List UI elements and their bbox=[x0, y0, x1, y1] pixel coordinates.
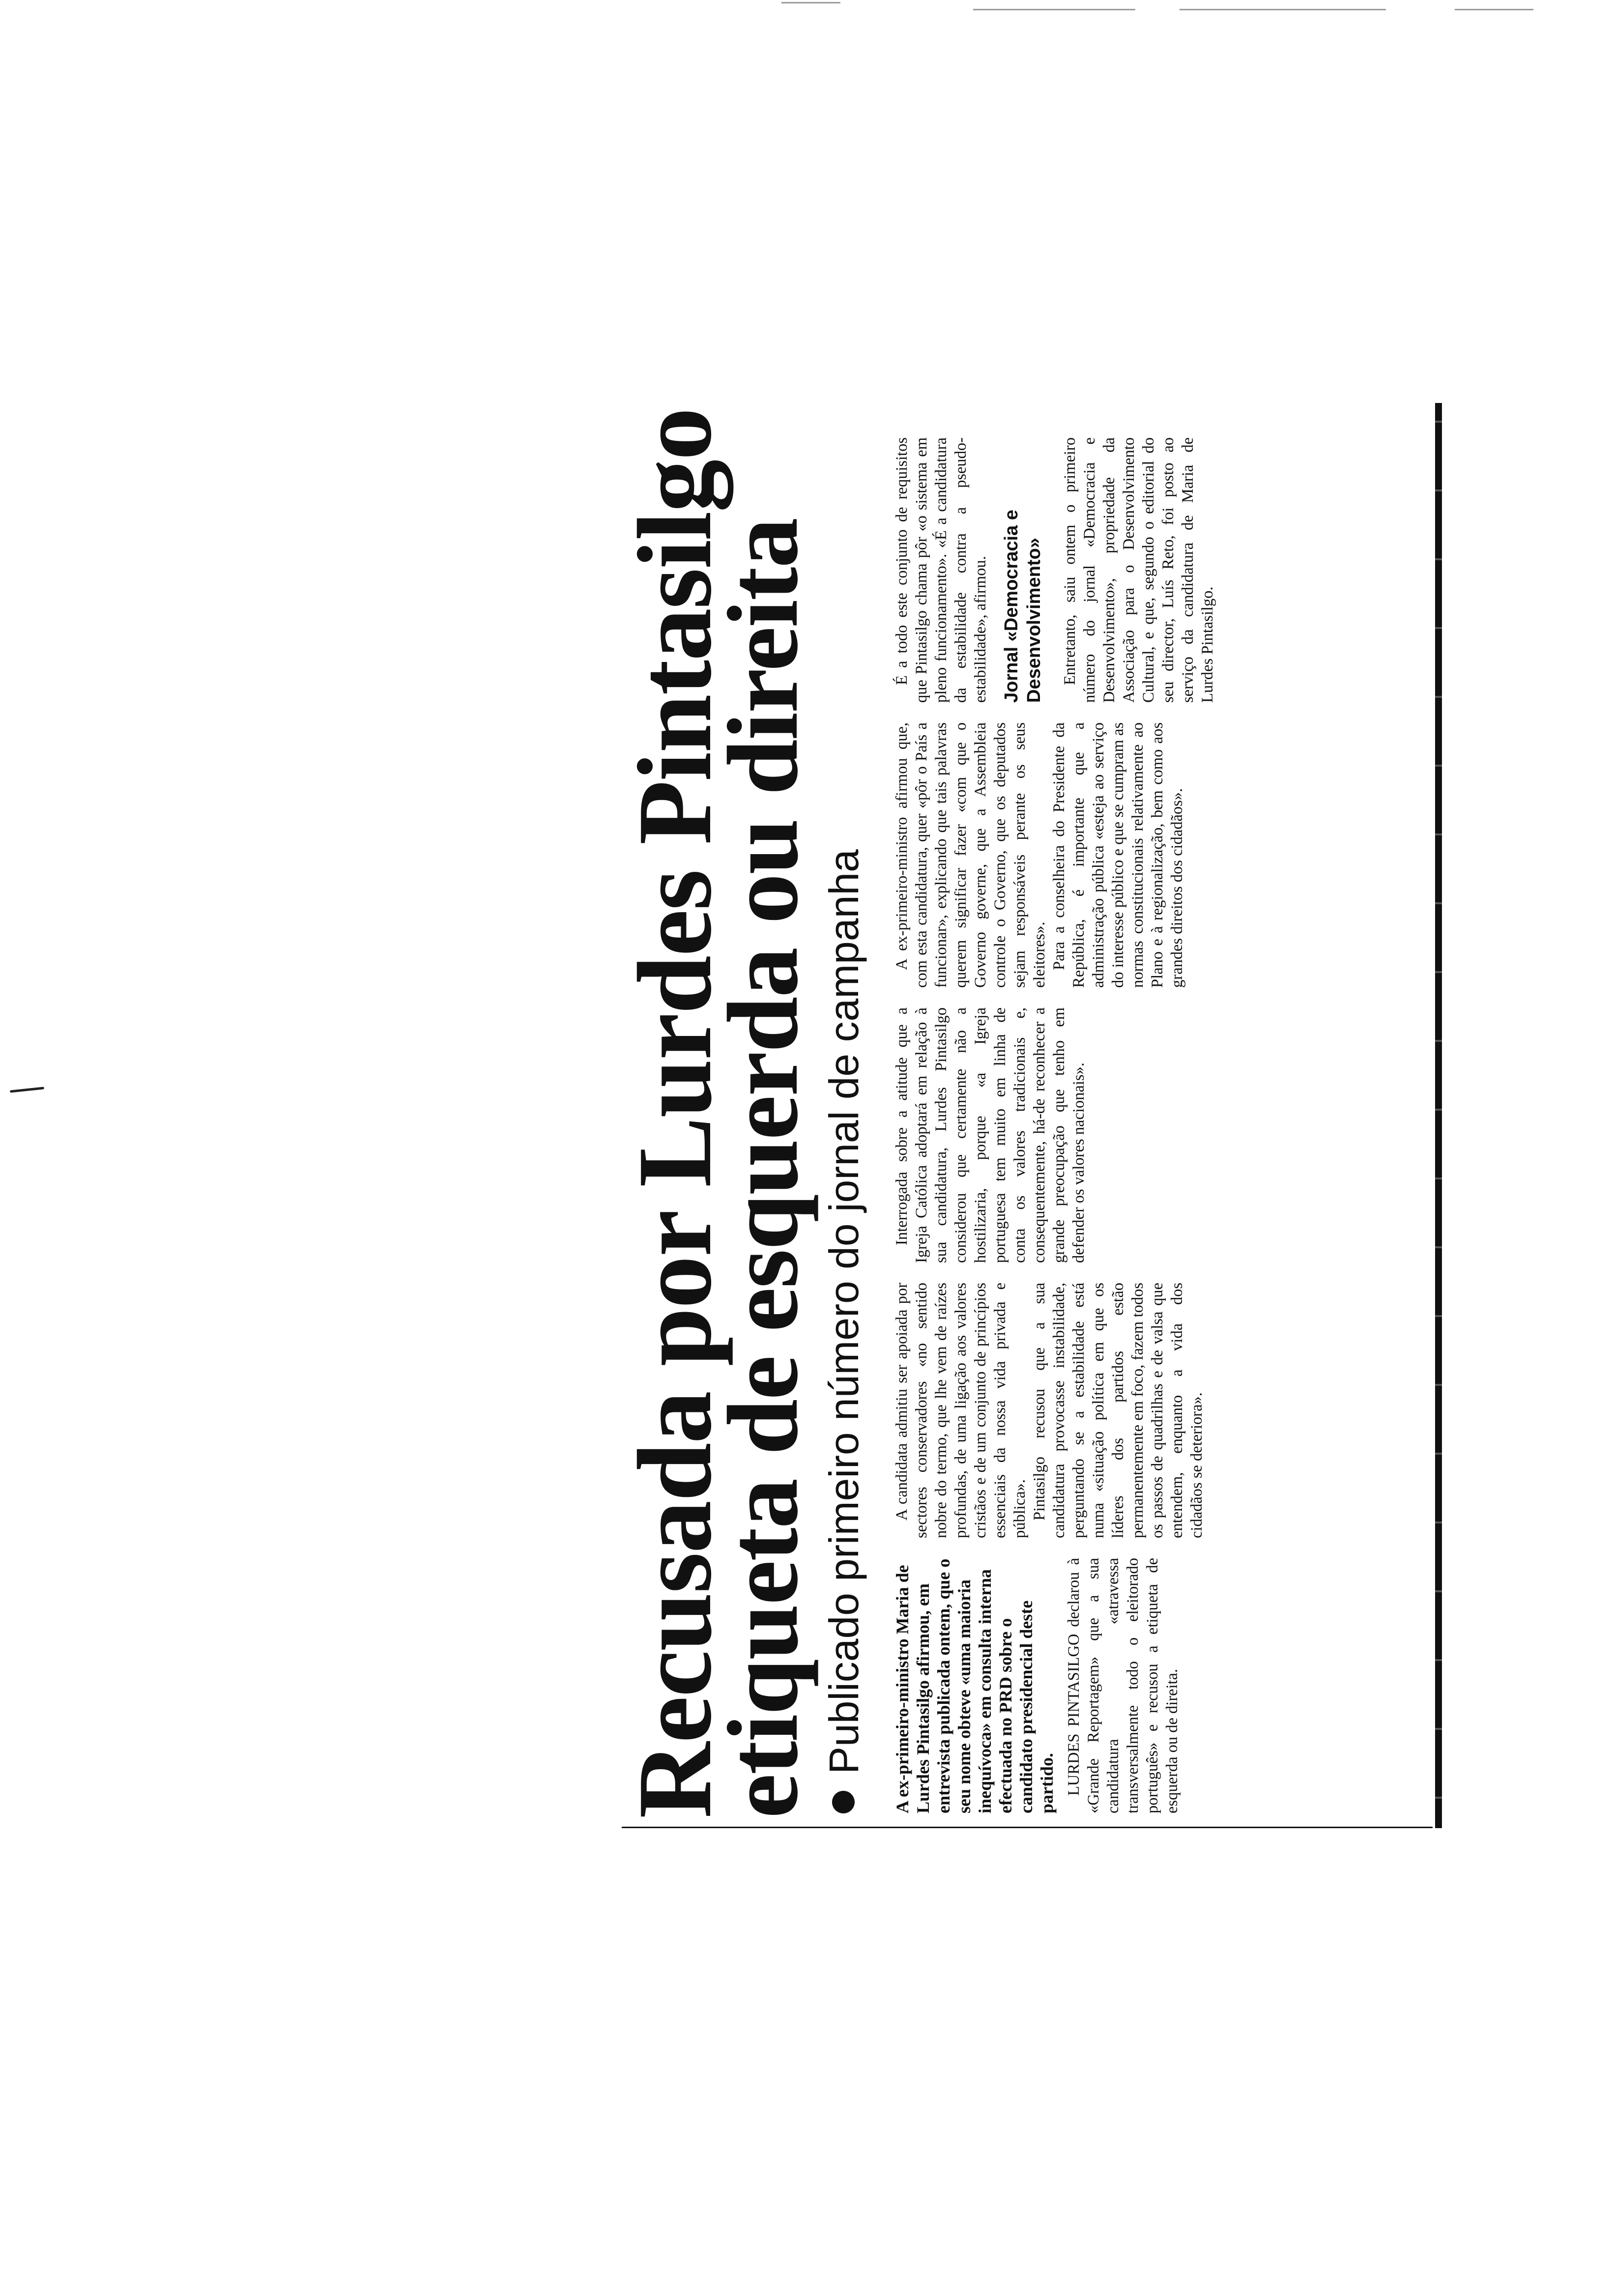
article-paragraph: LURDES PINTASILGO declarou à «Grande Reportagem» que a sua candidatura «atravessa transversalmente todo o eleitorado português» e recusou a etiqueta de esquerda ou de direita. bbox=[1065, 1558, 1181, 1813]
scan-edge-line bbox=[1455, 9, 1533, 10]
article-lead: A ex-primeiro-ministro Maria de Lurdes Pintasilgo afirmou, em entrevista publicada ontem, que o seu nome obteve «uma maioria inequívoca» em consulta interna efectuada no PRD sobre o candidato presidencial deste partido. bbox=[892, 1558, 1057, 1813]
article-paragraph: Interrogada sobre a atitude que a Igreja Católica adoptará em relação à sua candidatura, Lurdes Pintasilgo considerou que certamente não a hostilizaria, porque «a Igreja portuguesa tem muito em linha de conta os valores tradicionais e, consequentemente, há-de reconhecer a grande preocupação que tenho em defender os valores nacionais». bbox=[893, 1007, 1088, 1263]
article-paragraph: A ex-primeiro-ministro afirmou que, com esta candidatura, quer «pôr o País a funcionar», explicando que tais palavras querem significar fazer «com que o Governo governe, que a Assembleia controle o Governo, que os deputados sejam responsáveis perante os seus eleitores». bbox=[893, 722, 1048, 988]
bullet-icon bbox=[832, 1791, 855, 1813]
subheadline-text: Publicado primeiro número do jornal de campanha bbox=[821, 849, 867, 1774]
scan-smudge bbox=[10, 1087, 44, 1092]
article-column-3 bbox=[892, 1007, 1089, 1263]
column-rule bbox=[622, 1827, 1433, 1828]
clipping-bottom-rule bbox=[1435, 403, 1442, 1828]
article-column-2 bbox=[892, 1283, 1207, 1538]
scan-edge-line bbox=[781, 2, 840, 3]
newspaper-clipping bbox=[617, 403, 1447, 1828]
headline-line-2: etiqueta de esquerda ou direita bbox=[707, 518, 819, 1818]
article-column-4 bbox=[892, 722, 1187, 988]
article-closing-paragraph: Entretanto, saiu ontem o primeiro número do jornal «Democracia e Desenvolvimento», propriedade da Associação para o Desenvolvimento Cultural, e que, segundo o editorial do seu director, Luís Reto, foi posto ao serviço da candidatura de Maria de Lurdes Pintasilgo. bbox=[1061, 437, 1216, 703]
subheadline bbox=[821, 849, 867, 1774]
headline-line-1: Recusada por Lurdes Pintasilgo bbox=[616, 408, 733, 1818]
article-paragraph: É a todo este conjunto de requisitos que Pintasilgo chama pôr «o sistema em pleno funcionamento». «É a candidatura da estabilidade contra a pseudo-estabilidade», afirmou. bbox=[893, 437, 989, 703]
article-paragraph: A candidata admitiu ser apoiada por sectores conservadores «no sentido nobre do termo, que lhe vem de raízes profundas, de uma ligação aos valores cristãos e de um conjunto de princípios essenciais da nossa vida privada e pública». bbox=[893, 1283, 1029, 1538]
article-column-1 bbox=[892, 1558, 1182, 1813]
article-paragraph: Pintasilgo recusou que a sua candidatura provocasse instabilidade, perguntando se a estabilidade está numa «situação política em que os líderes dos partidos estão permanentemente em foco, fazem todos os passos de quadrilhas e de valsa que entendem, enquanto a vida dos cidadãos se deteriora». bbox=[1031, 1283, 1206, 1538]
article-paragraph: Para a conselheira do Presidente da República, é importante que a administração pública «esteja ao serviço do interesse público e que se cumpram as normas constitucionais relativamente ao Plano e à regionalização, bem como aos grandes direitos dos cidadãos». bbox=[1050, 722, 1186, 988]
scan-edge-line bbox=[973, 9, 1135, 10]
article-column-5 bbox=[892, 437, 1217, 703]
scan-edge-line bbox=[1180, 9, 1386, 10]
box-heading: Jornal «Democracia e Desenvolvimento» bbox=[1001, 510, 1044, 703]
